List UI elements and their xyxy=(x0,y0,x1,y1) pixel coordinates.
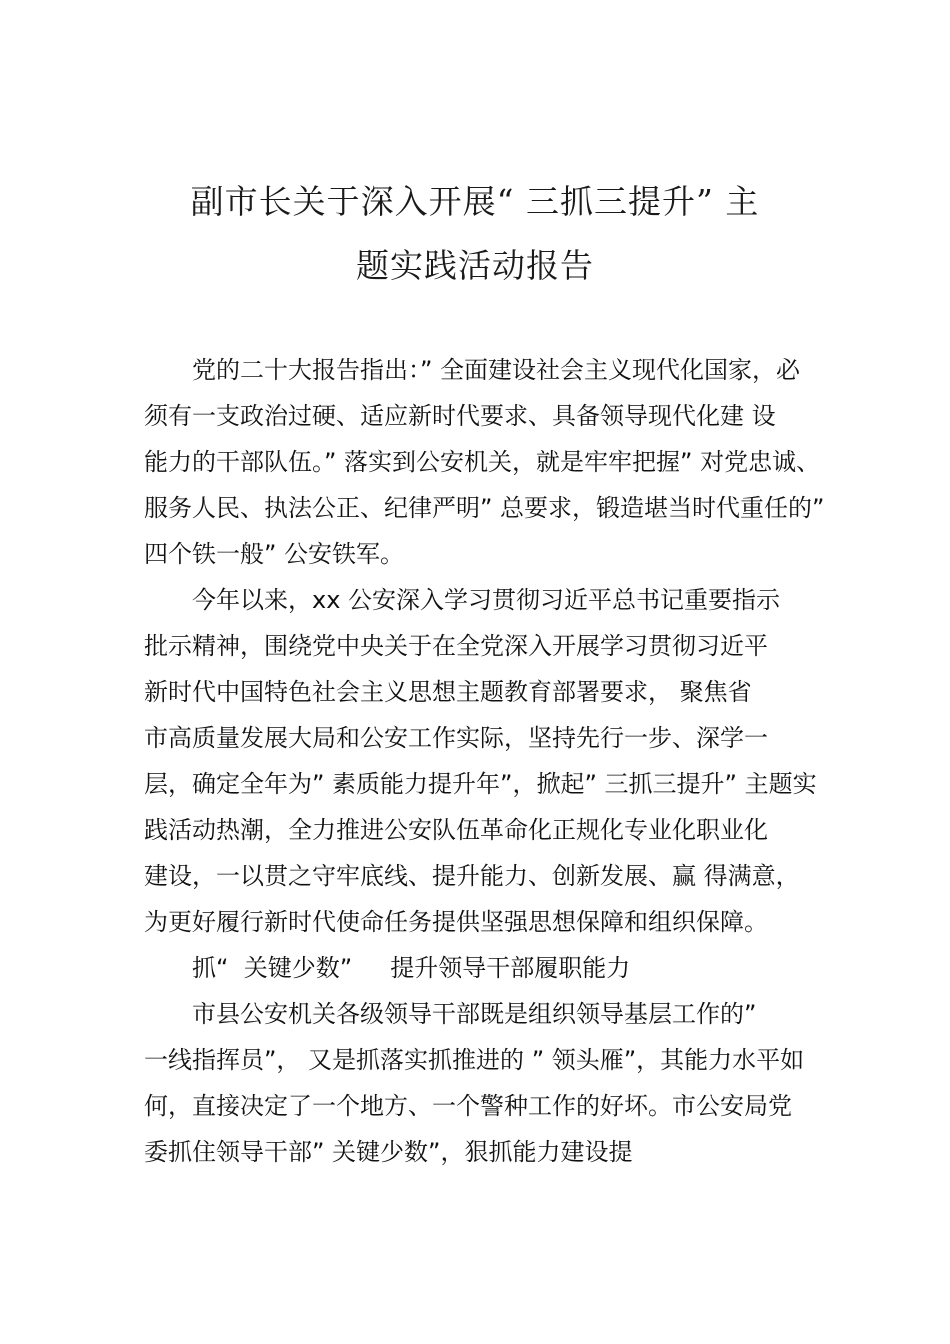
body-line: 何，直接决定了一个地方、一个警种工作的好坏。市公安局党 xyxy=(144,1092,792,1120)
body-line: 市高质量发展大局和公安工作实际，坚持先行一步、深学一 xyxy=(144,724,768,752)
body-line: 服务人民、执法公正、纪律严明” 总要求，锻造堪当时代重任的” xyxy=(144,494,825,522)
body-line: 市县公安机关各级领导干部既是组织领导基层工作的” xyxy=(192,1000,757,1028)
body-line: 一线指挥员”， 又是抓落实抓推进的 ” 领头雁”，其能力水平如 xyxy=(144,1046,805,1074)
body-line: 建设，一以贯之守牢底线、提升能力、创新发展、赢 得满意， xyxy=(144,862,800,890)
body-line: 能力的干部队伍。” 落实到公安机关，就是牢牢把握” 对党忠诚、 xyxy=(144,448,821,476)
body-line: 批示精神，围绕党中央关于在全党深入开展学习贯彻习近平 xyxy=(144,632,768,660)
body-line: 今年以来，xx 公安深入学习贯彻习近平总书记重要指示 xyxy=(192,586,781,614)
body-line: 新时代中国特色社会主义思想主题教育部署要求， 聚焦省 xyxy=(144,678,752,706)
body-line: 须有一支政治过硬、适应新时代要求、具备领导现代化建 设 xyxy=(144,402,776,430)
body-line: 四个铁一般” 公安铁军。 xyxy=(144,540,405,568)
body-line: 层，确定全年为” 素质能力提升年”，掀起” 三抓三提升” 主题实 xyxy=(144,770,817,798)
section-heading: 抓“ 关键少数” 提升领导干部履职能力 xyxy=(192,954,631,982)
document-title-line-2: 题实践活动报告 xyxy=(356,246,594,285)
body-line: 为更好履行新时代使命任务提供坚强思想保障和组织保障。 xyxy=(144,908,768,936)
body-line: 党的二十大报告指出：” 全面建设社会主义现代化国家，必 xyxy=(192,356,801,384)
body-line: 委抓住领导干部” 关键少数”，狠抓能力建设提 xyxy=(144,1138,633,1166)
document-title-line-1: 副市长关于深入开展“ 三抓三提升” 主 xyxy=(190,182,760,221)
body-line: 践活动热潮，全力推进公安队伍革命化正规化专业化职业化 xyxy=(144,816,768,844)
